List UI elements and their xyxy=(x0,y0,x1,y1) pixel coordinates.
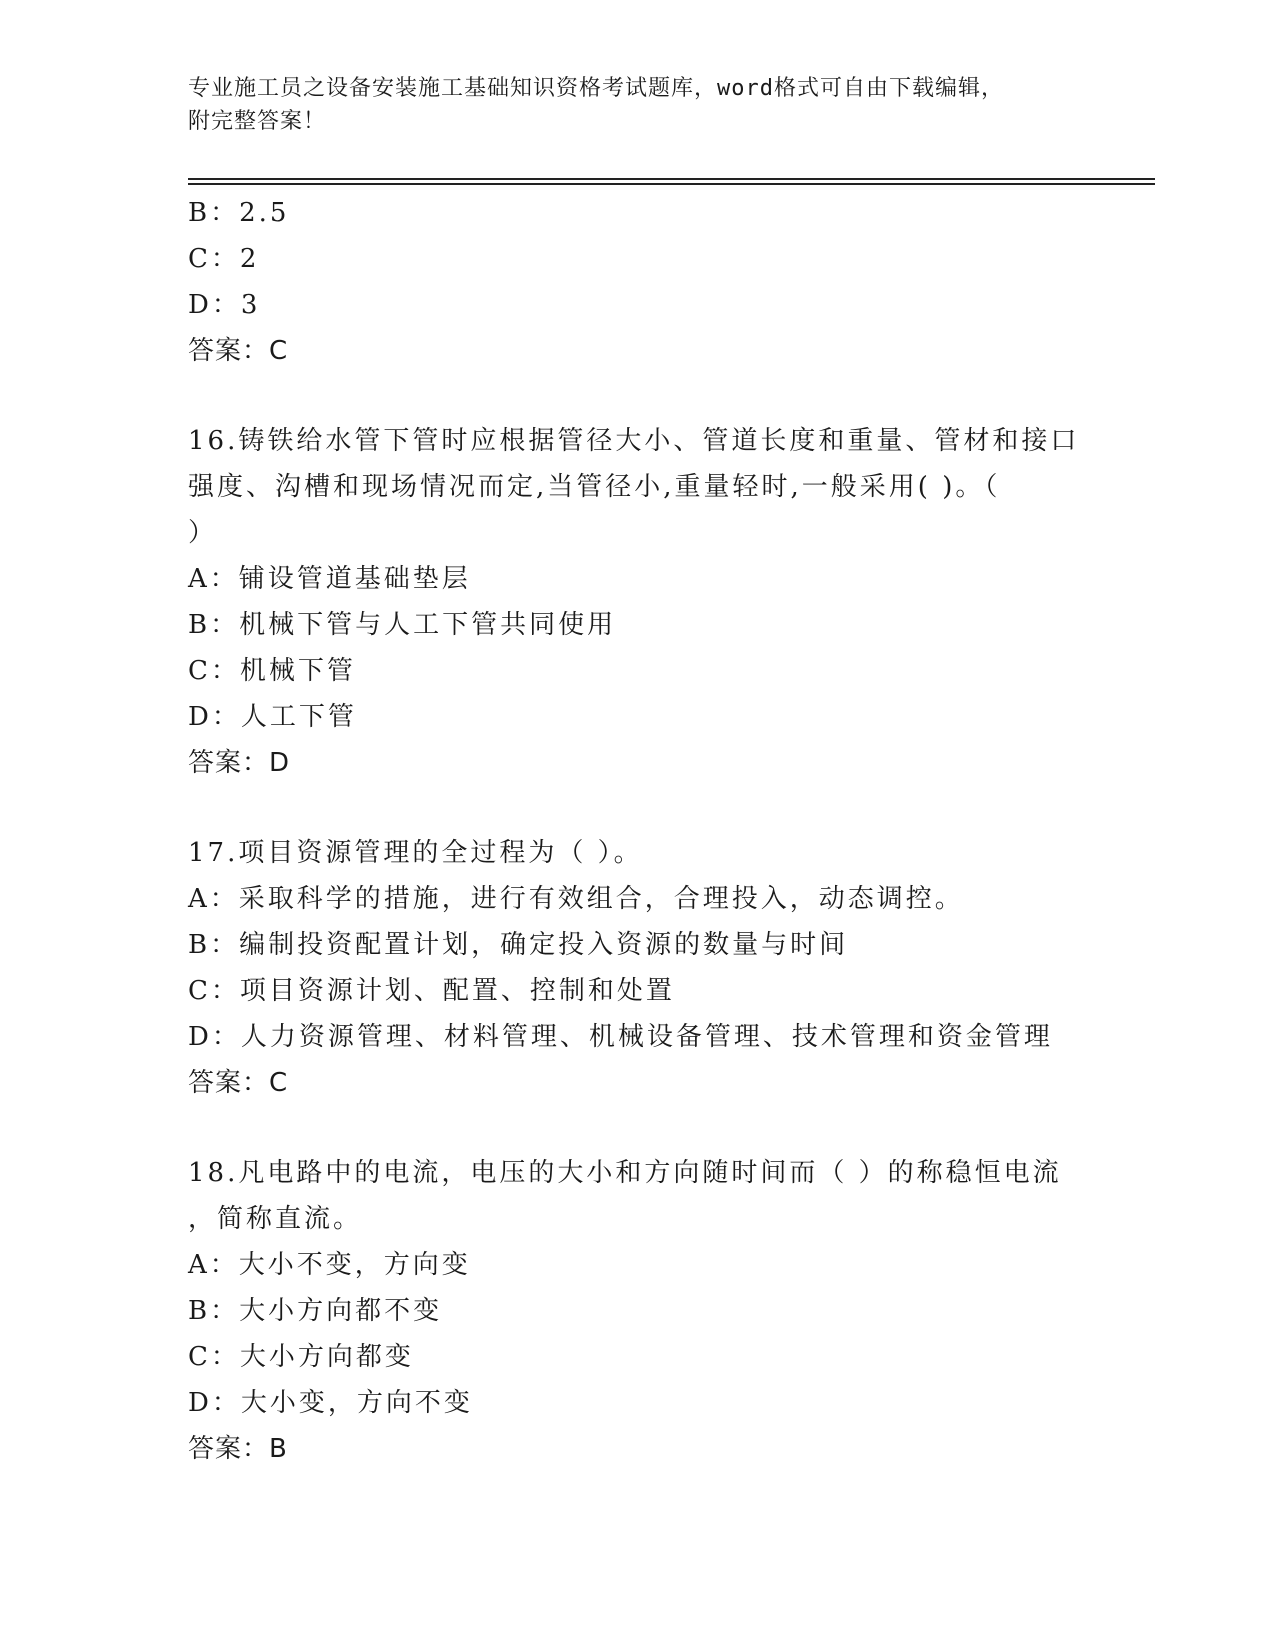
answer: 答案：D xyxy=(188,748,291,778)
question-15 xyxy=(188,190,1088,374)
answer: 答案：B xyxy=(188,1434,288,1464)
option-b: B：2.5 xyxy=(188,198,290,228)
spacer xyxy=(188,1106,1088,1150)
question-stem-line-1: 17.项目资源管理的全过程为（ ）。 xyxy=(188,838,643,868)
header-title-line-1: 专业施工员之设备安装施工基础知识资格考试题库，word格式可自由下载编辑， xyxy=(188,76,1004,101)
header-divider-top xyxy=(188,178,1155,180)
option-a: A：大小不变，方向变 xyxy=(188,1250,471,1280)
question-18 xyxy=(188,1150,1088,1472)
question-list xyxy=(188,190,1088,1472)
question-stem-line-1: 16.铸铁给水管下管时应根据管径大小、管道长度和重量、管材和接口 xyxy=(188,426,1080,456)
question-stem-line-2: ，简称直流。 xyxy=(188,1204,363,1234)
option-d: D：大小变，方向不变 xyxy=(188,1388,473,1418)
question-stem-line-1: 18.凡电路中的电流，电压的大小和方向随时间而（ ）的称稳恒电流 xyxy=(188,1158,1062,1188)
option-b: B：编制投资配置计划，确定投入资源的数量与时间 xyxy=(188,930,849,960)
option-d: D：3 xyxy=(188,290,261,320)
header-divider-bottom xyxy=(188,183,1155,185)
answer: 答案：C xyxy=(188,336,289,366)
option-a: A：铺设管道基础垫层 xyxy=(188,564,471,594)
option-d: D：人力资源管理、材料管理、机械设备管理、技术管理和资金管理 xyxy=(188,1022,1053,1052)
option-b: B：大小方向都不变 xyxy=(188,1296,443,1326)
answer: 答案：C xyxy=(188,1068,289,1098)
question-stem-line-3: ） xyxy=(188,518,218,548)
question-stem-line-2: 强度、沟槽和现场情况而定,当管径小,重量轻时,一般采用( )。（ xyxy=(188,472,1001,502)
option-c: C：机械下管 xyxy=(188,656,356,686)
option-b: B：机械下管与人工下管共同使用 xyxy=(188,610,617,640)
option-d: D：人工下管 xyxy=(188,702,357,732)
question-16 xyxy=(188,418,1088,786)
option-a: A：采取科学的措施，进行有效组合，合理投入，动态调控。 xyxy=(188,884,964,914)
option-c: C：2 xyxy=(188,244,260,274)
document-header xyxy=(188,72,1088,138)
question-17 xyxy=(188,830,1088,1106)
spacer xyxy=(188,374,1088,418)
option-c: C：大小方向都变 xyxy=(188,1342,414,1372)
option-c: C：项目资源计划、配置、控制和处置 xyxy=(188,976,675,1006)
header-title-line-2: 附完整答案！ xyxy=(188,109,327,134)
spacer xyxy=(188,786,1088,830)
